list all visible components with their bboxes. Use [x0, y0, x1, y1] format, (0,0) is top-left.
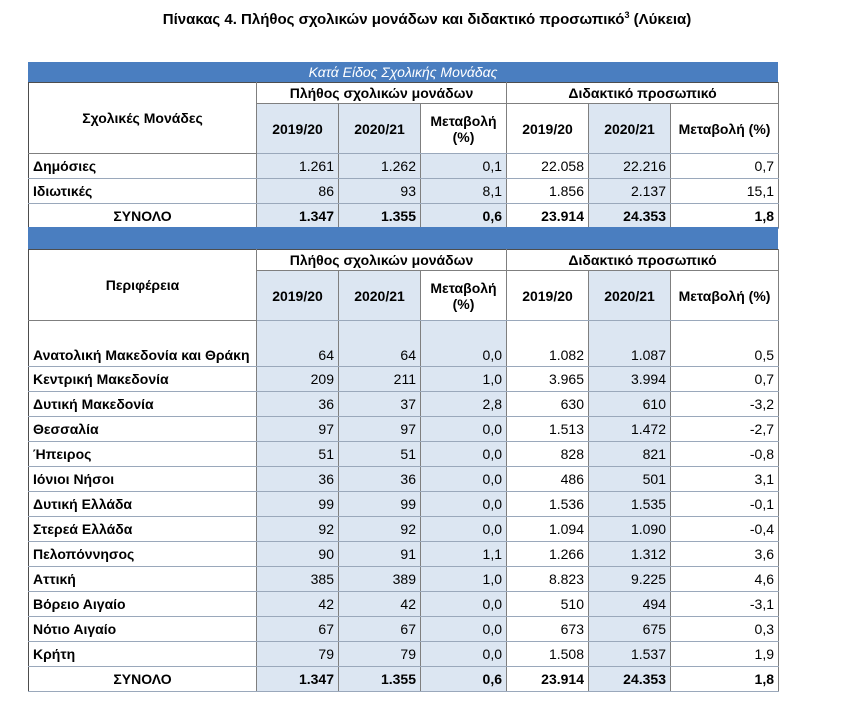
row-name: Ιδιωτικές: [29, 179, 257, 204]
table-row: [29, 492, 779, 517]
cell-units-y1: 90: [257, 542, 339, 567]
cell-units-y2: 37: [339, 392, 421, 417]
row-name: Δημόσιες: [29, 154, 257, 179]
cell-units-y1: 36: [257, 467, 339, 492]
cell-staff-change: -0,4: [671, 517, 779, 542]
cell-staff-y2: 24.353: [589, 204, 671, 229]
col-header-year1: 2019/20: [507, 271, 589, 321]
row-name: Θεσσαλία: [29, 417, 257, 442]
col-header-year1: 2019/20: [257, 271, 339, 321]
cell-staff-change: 0,5: [671, 321, 779, 367]
col-header-year1: 2019/20: [257, 104, 339, 154]
cell-staff-y2: 821: [589, 442, 671, 467]
cell-staff-y1: 1.536: [507, 492, 589, 517]
cell-staff-y1: 23.914: [507, 667, 589, 692]
cell-units-change: 0,0: [421, 321, 507, 367]
cell-staff-y2: 501: [589, 467, 671, 492]
cell-staff-y1: 22.058: [507, 154, 589, 179]
cell-units-y1: 67: [257, 617, 339, 642]
col-header-year2: 2020/21: [589, 271, 671, 321]
cell-units-y1: 209: [257, 367, 339, 392]
table-row: [29, 392, 779, 417]
group-header-units: Πλήθος σχολικών μονάδων: [257, 250, 507, 271]
row-name: Κεντρική Μακεδονία: [29, 367, 257, 392]
cell-staff-change: -3,1: [671, 592, 779, 617]
cell-units-change: 0,0: [421, 467, 507, 492]
cell-units-y2: 97: [339, 417, 421, 442]
cell-staff-change: -2,7: [671, 417, 779, 442]
cell-staff-y1: 1.266: [507, 542, 589, 567]
cell-units-y1: 36: [257, 392, 339, 417]
cell-staff-y2: 24.353: [589, 667, 671, 692]
cell-units-y2: 79: [339, 642, 421, 667]
col-header-change: Μεταβολή (%): [671, 271, 779, 321]
cell-staff-y2: 1.087: [589, 321, 671, 367]
cell-staff-y2: 610: [589, 392, 671, 417]
cell-staff-change: -0,8: [671, 442, 779, 467]
col-header-year2: 2020/21: [339, 104, 421, 154]
cell-staff-y2: 1.535: [589, 492, 671, 517]
cell-units-change: 8,1: [421, 179, 507, 204]
section-separator: [28, 227, 778, 249]
table-row: [29, 617, 779, 642]
cell-units-y2: 93: [339, 179, 421, 204]
row-name: Πελοπόννησος: [29, 542, 257, 567]
cell-units-y1: 1.347: [257, 667, 339, 692]
cell-units-y2: 51: [339, 442, 421, 467]
title-footnote-mark: 3: [624, 10, 630, 20]
group-header-staff: Διδακτικό προσωπικό: [507, 250, 779, 271]
cell-units-change: 1,1: [421, 542, 507, 567]
row-name: Στερεά Ελλάδα: [29, 517, 257, 542]
section-caption: Κατά Είδος Σχολικής Μονάδας: [28, 62, 778, 82]
cell-staff-change: 0,7: [671, 154, 779, 179]
row-name: Δυτική Μακεδονία: [29, 392, 257, 417]
cell-staff-y1: 673: [507, 617, 589, 642]
row-name: Ανατολική Μακεδονία και Θράκη: [29, 321, 257, 367]
cell-staff-y1: 828: [507, 442, 589, 467]
cell-units-y2: 64: [339, 321, 421, 367]
cell-units-y1: 51: [257, 442, 339, 467]
cell-units-change: 0,0: [421, 642, 507, 667]
cell-units-change: 0,6: [421, 204, 507, 229]
cell-units-y1: 64: [257, 321, 339, 367]
cell-staff-y2: 1.472: [589, 417, 671, 442]
school-type-table: [28, 82, 779, 229]
table-row: [29, 154, 779, 179]
cell-units-y1: 97: [257, 417, 339, 442]
cell-units-change: 0,0: [421, 442, 507, 467]
cell-units-change: 0,0: [421, 417, 507, 442]
cell-staff-y2: 9.225: [589, 567, 671, 592]
row-name: Δυτική Ελλάδα: [29, 492, 257, 517]
cell-staff-y1: 510: [507, 592, 589, 617]
cell-units-y2: 99: [339, 492, 421, 517]
cell-staff-y2: 22.216: [589, 154, 671, 179]
cell-staff-change: 1,9: [671, 642, 779, 667]
cell-units-y1: 42: [257, 592, 339, 617]
table-row: [29, 517, 779, 542]
table-row: [29, 321, 779, 367]
cell-units-change: 0,0: [421, 592, 507, 617]
cell-units-y2: 389: [339, 567, 421, 592]
cell-staff-y1: 630: [507, 392, 589, 417]
cell-units-y2: 92: [339, 517, 421, 542]
cell-staff-y1: 486: [507, 467, 589, 492]
cell-staff-change: 15,1: [671, 179, 779, 204]
cell-staff-y1: 3.965: [507, 367, 589, 392]
cell-staff-y2: 1.537: [589, 642, 671, 667]
table-row: [29, 542, 779, 567]
cell-staff-y1: 1.856: [507, 179, 589, 204]
cell-staff-change: 0,3: [671, 617, 779, 642]
row-name: Αττική: [29, 567, 257, 592]
cell-units-y2: 1.355: [339, 204, 421, 229]
table-row: [29, 642, 779, 667]
cell-units-y1: 99: [257, 492, 339, 517]
cell-units-y1: 385: [257, 567, 339, 592]
cell-staff-change: 3,1: [671, 467, 779, 492]
cell-staff-change: 1,8: [671, 667, 779, 692]
cell-staff-y2: 1.312: [589, 542, 671, 567]
cell-units-change: 2,8: [421, 392, 507, 417]
cell-units-y1: 1.347: [257, 204, 339, 229]
table-row: [29, 467, 779, 492]
cell-units-y2: 42: [339, 592, 421, 617]
group-header-staff: Διδακτικό προσωπικό: [507, 83, 779, 104]
title-text: Πίνακας 4. Πλήθος σχολικών μονάδων και διδακτικό προσωπικό: [162, 11, 625, 28]
cell-staff-change: 4,6: [671, 567, 779, 592]
row-name: Ιόνιοι Νήσοι: [29, 467, 257, 492]
table-row: [29, 417, 779, 442]
cell-staff-change: 1,8: [671, 204, 779, 229]
cell-staff-y2: 1.090: [589, 517, 671, 542]
cell-staff-y2: 2.137: [589, 179, 671, 204]
cell-staff-y1: 8.823: [507, 567, 589, 592]
cell-units-change: 0,6: [421, 667, 507, 692]
col-header-year1: 2019/20: [507, 104, 589, 154]
cell-units-y1: 1.261: [257, 154, 339, 179]
cell-units-y1: 86: [257, 179, 339, 204]
col-header-change: Μεταβολή (%): [421, 271, 507, 321]
cell-units-y2: 91: [339, 542, 421, 567]
cell-staff-y1: 1.508: [507, 642, 589, 667]
cell-units-change: 1,0: [421, 367, 507, 392]
cell-units-change: 0,0: [421, 517, 507, 542]
cell-units-change: 0,0: [421, 492, 507, 517]
table-title: [0, 10, 854, 28]
table-row: [29, 179, 779, 204]
row-header: Περιφέρεια: [29, 250, 257, 321]
cell-units-y2: 36: [339, 467, 421, 492]
col-header-year2: 2020/21: [589, 104, 671, 154]
col-header-year2: 2020/21: [339, 271, 421, 321]
table-row: [29, 667, 779, 692]
table-row: [29, 442, 779, 467]
cell-staff-y2: 3.994: [589, 367, 671, 392]
col-header-change: Μεταβολή (%): [421, 104, 507, 154]
row-header: Σχολικές Μονάδες: [29, 83, 257, 154]
col-header-change: Μεταβολή (%): [671, 104, 779, 154]
cell-units-y2: 67: [339, 617, 421, 642]
cell-staff-change: 3,6: [671, 542, 779, 567]
row-name: Κρήτη: [29, 642, 257, 667]
cell-staff-y1: 23.914: [507, 204, 589, 229]
region-table: [28, 249, 779, 692]
cell-units-y1: 92: [257, 517, 339, 542]
cell-staff-y2: 494: [589, 592, 671, 617]
cell-staff-y1: 1.082: [507, 321, 589, 367]
title-suffix: (Λύκεια): [629, 11, 692, 28]
cell-staff-y1: 1.513: [507, 417, 589, 442]
cell-units-change: 0,0: [421, 617, 507, 642]
table-row: [29, 592, 779, 617]
cell-staff-change: -3,2: [671, 392, 779, 417]
row-name: ΣΥΝΟΛΟ: [29, 667, 257, 692]
row-name: Ήπειρος: [29, 442, 257, 467]
cell-staff-y2: 675: [589, 617, 671, 642]
cell-units-y1: 79: [257, 642, 339, 667]
cell-units-y2: 1.262: [339, 154, 421, 179]
row-name: Νότιο Αιγαίο: [29, 617, 257, 642]
row-name: ΣΥΝΟΛΟ: [29, 204, 257, 229]
cell-units-change: 1,0: [421, 567, 507, 592]
cell-staff-change: 0,7: [671, 367, 779, 392]
table-row: [29, 567, 779, 592]
cell-units-change: 0,1: [421, 154, 507, 179]
cell-units-y2: 211: [339, 367, 421, 392]
table-row: [29, 204, 779, 229]
row-name: Βόρειο Αιγαίο: [29, 592, 257, 617]
group-header-units: Πλήθος σχολικών μονάδων: [257, 83, 507, 104]
cell-staff-change: -0,1: [671, 492, 779, 517]
table-row: [29, 367, 779, 392]
cell-staff-y1: 1.094: [507, 517, 589, 542]
cell-units-y2: 1.355: [339, 667, 421, 692]
